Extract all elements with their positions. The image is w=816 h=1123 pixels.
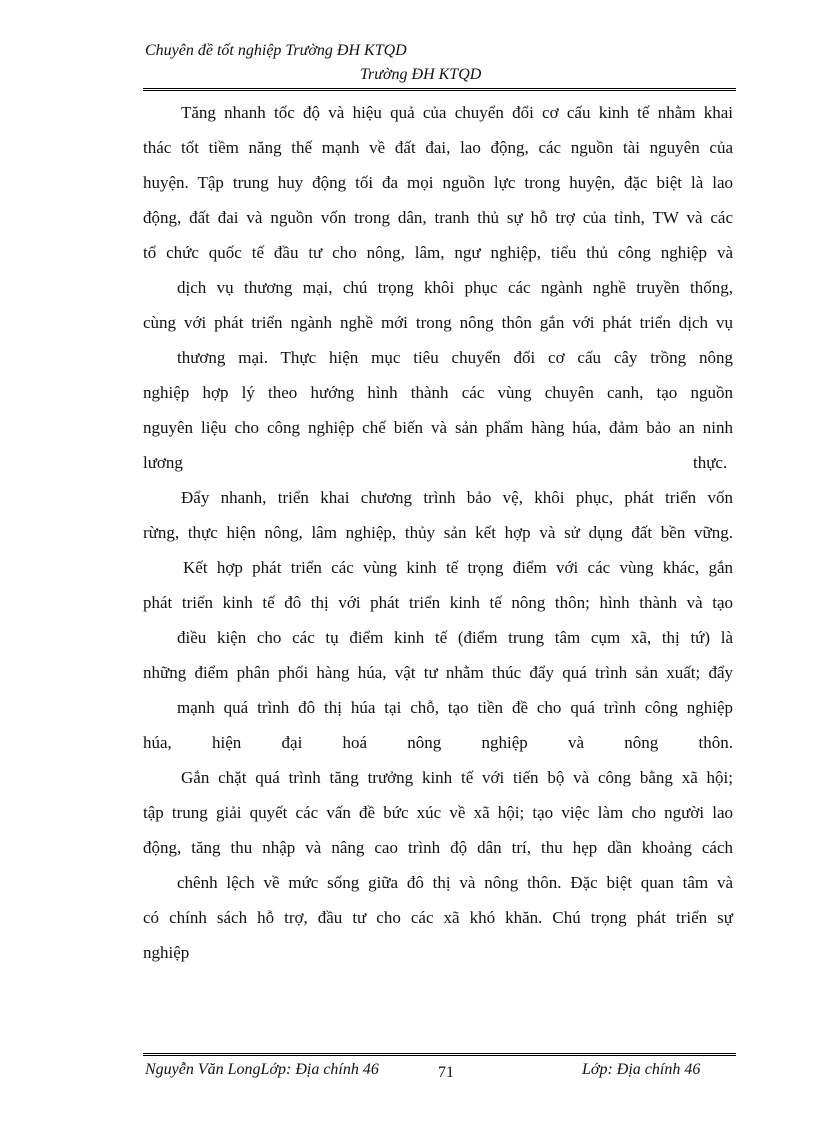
- text-line: nghiệp hợp lý theo hướng hình thành các vùng chuyên canh, tạo nguồn: [143, 383, 733, 402]
- text-line: tập trung giải quyết các vấn đề bức xúc về xã hội; tạo việc làm cho người lao: [143, 803, 733, 822]
- text-line: thực.: [693, 453, 728, 472]
- text-line: có chính sách hỗ trợ, đầu tư cho các xã khó khăn. Chú trọng phát triển sự: [143, 908, 733, 927]
- text-line: thác tốt tiềm năng thế mạnh về đất đai, lao động, các nguồn tài nguyên của: [143, 138, 733, 157]
- text-line: những điểm phân phối hàng húa, vật tư nhằm thúc đẩy quá trình sản xuất; đẩy: [143, 663, 733, 682]
- text-line: mạnh quá trình đô thị húa tại chỗ, tạo tiền đề cho quá trình công nghiệp: [177, 698, 733, 717]
- footer-divider: [143, 1053, 736, 1056]
- text-line: thương mại. Thực hiện mục tiêu chuyển đổi cơ cấu cây trồng nông: [177, 348, 733, 367]
- text-line: huyện. Tập trung huy động tối đa mọi nguồn lực trong huyện, đặc biệt là lao: [143, 173, 733, 192]
- text-line: chênh lệch về mức sống giữa đô thị và nông thôn. Đặc biệt quan tâm và: [177, 873, 733, 892]
- footer-class: Lớp: Địa chính 46: [582, 1061, 701, 1078]
- header-title: Chuyên đề tốt nghiệp Trường ĐH KTQD: [145, 42, 407, 59]
- text-line: nguyên liệu cho công nghiệp chế biến và sản phẩm hàng húa, đảm bảo an ninh: [143, 418, 733, 437]
- text-line: Đẩy nhanh, triển khai chương trình bảo vệ, khôi phục, phát triển vốn: [181, 488, 733, 507]
- text-line: dịch vụ thương mại, chú trọng khôi phục các ngành nghề truyền thống,: [177, 278, 733, 297]
- text-line: điều kiện cho các tụ điểm kinh tế (điểm trung tâm cụm xã, thị tứ) là: [177, 628, 733, 647]
- text-line: tổ chức quốc tế đầu tư cho nông, lâm, ngư nghiệp, tiểu thủ công nghiệp và: [143, 243, 733, 262]
- text-line: Kết hợp phát triển các vùng kinh tế trọng điểm với các vùng khác, gắn: [183, 558, 733, 577]
- text-line: cùng với phát triển ngành nghề mới trong nông thôn gắn với phát triển dịch vụ: [143, 313, 733, 332]
- text-line: lương: [143, 453, 183, 472]
- text-line: Tăng nhanh tốc độ và hiệu quả của chuyển đổi cơ cấu kinh tế nhằm khai: [181, 103, 733, 122]
- footer-author: Nguyễn Văn LongLớp: Địa chính 46: [145, 1061, 379, 1078]
- text-line: Gắn chặt quá trình tăng trưởng kinh tế với tiến bộ và công bằng xã hội;: [181, 768, 733, 787]
- header-subtitle: Trường ĐH KTQD: [360, 66, 482, 83]
- text-line: phát triển kinh tế đô thị với phát triển kinh tế nông thôn; hình thành và tạo: [143, 593, 733, 612]
- text-line: húa, hiện đại hoá nông nghiệp và nông thôn.: [143, 733, 733, 752]
- text-line: động, tăng thu nhập và nâng cao trình độ dân trí, thu hẹp dần khoảng cách: [143, 838, 733, 857]
- text-line: động, đất đai và nguồn vốn trong dân, tranh thủ sự hỗ trợ của tỉnh, TW và các: [143, 208, 733, 227]
- text-line: nghiệp: [143, 943, 190, 962]
- header-divider: [143, 88, 736, 91]
- text-line: rừng, thực hiện nông, lâm nghiệp, thủy sản kết hợp và sử dụng đất bền vững.: [143, 523, 733, 542]
- page-number: 71: [438, 1064, 454, 1081]
